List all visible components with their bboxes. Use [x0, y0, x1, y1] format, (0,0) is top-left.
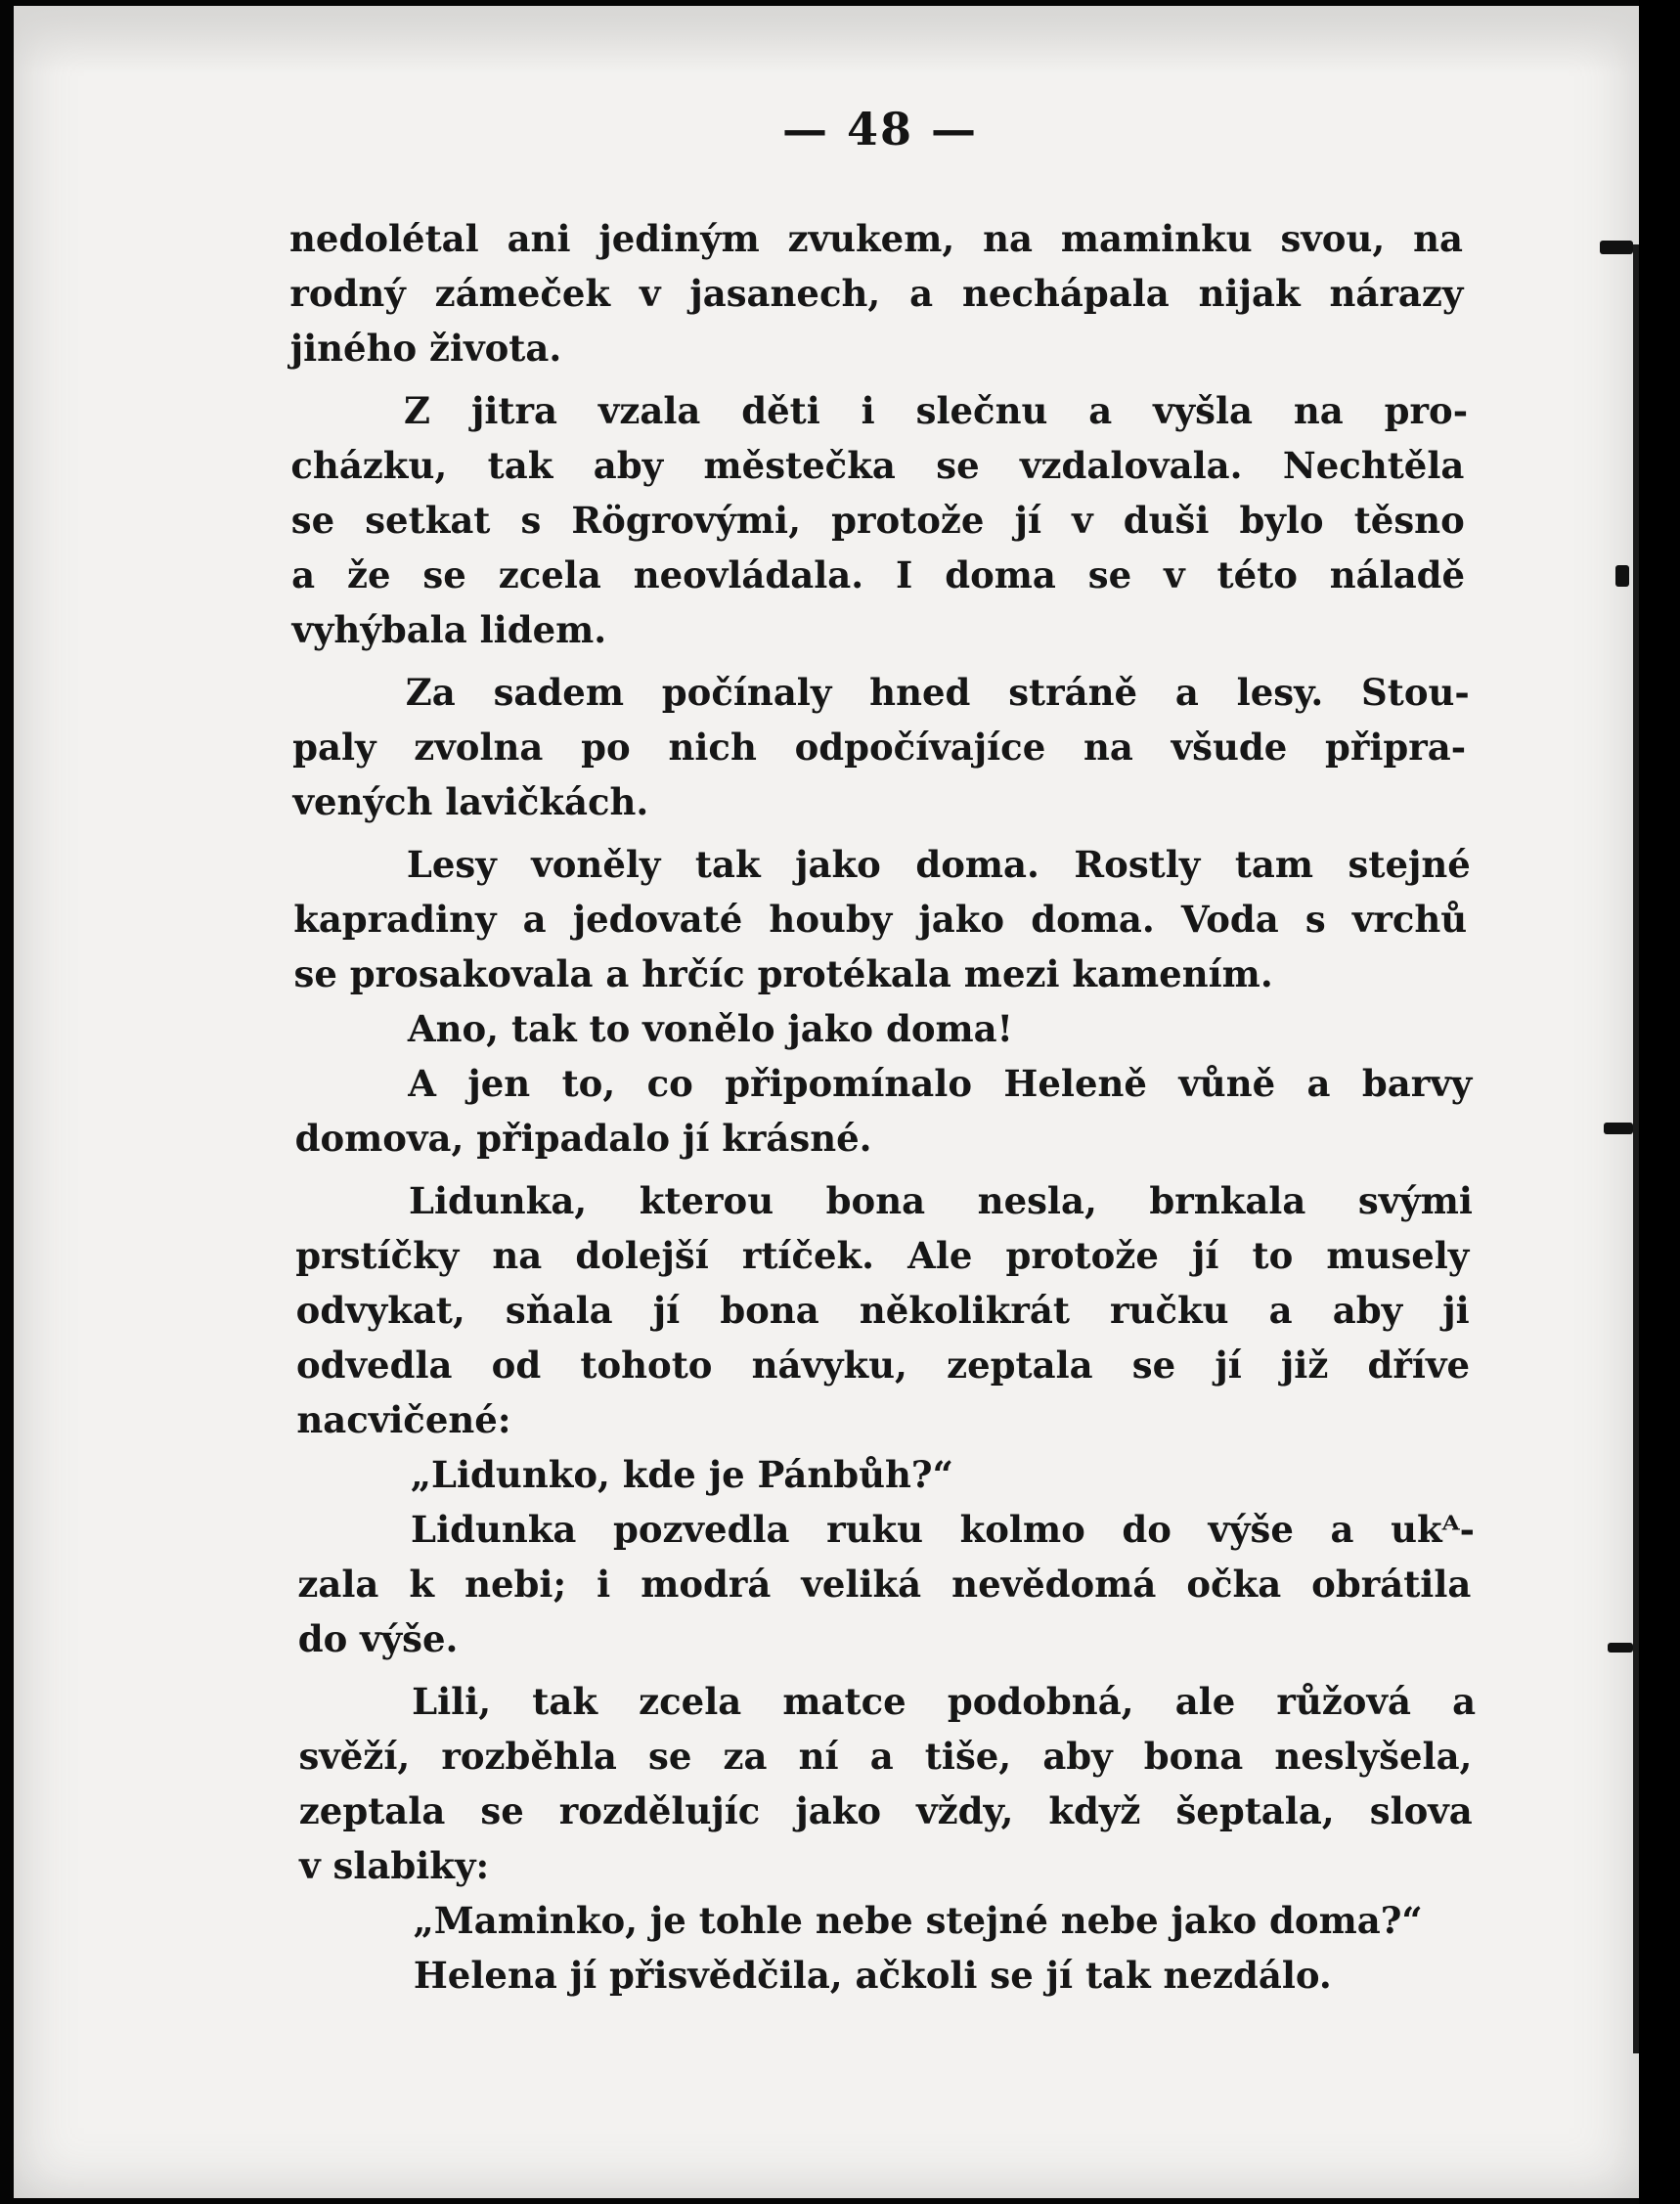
- text-line: „Lidunko, kde je Pánbůh?“: [410, 1453, 953, 1496]
- text-line: do výše.: [297, 1617, 459, 1660]
- text-line: paly zvolna po nich odpočívajíce na všude připra-: [292, 726, 1467, 769]
- text-line: vyhýbala lidem.: [291, 608, 607, 651]
- margin-mark: [1608, 1643, 1633, 1653]
- margin-mark: [1600, 241, 1633, 254]
- margin-mark: [1615, 565, 1629, 587]
- text-line: prstíčky na dolejší rtíček. Ale protože jí to musely: [295, 1234, 1470, 1277]
- text-line: „Maminko, je tohle nebe stejné nebe jako doma?“: [413, 1899, 1423, 1942]
- text-line: Lidunka, kterou bona nesla, brnkala svými: [408, 1179, 1473, 1222]
- text-line: a že se zcela neovládala. I doma se v této náladě: [291, 553, 1466, 596]
- text-line: A jen to, co připomínalo Heleně vůně a barvy: [408, 1062, 1473, 1105]
- text-line: Ano, tak to vonělo jako doma!: [407, 1007, 1013, 1050]
- text-line: Lidunka pozvedla ruku kolmo do výše a ukᴬ-: [411, 1508, 1476, 1551]
- text-line: Z jitra vzala děti i slečnu a vyšla na pro-: [404, 389, 1469, 432]
- text-line: nacvičené:: [296, 1398, 511, 1441]
- body-text: [289, 211, 1477, 2003]
- text-line: se prosakovala a hrčíc protékala mezi kamením.: [293, 952, 1273, 995]
- text-line: nedolétal ani jediným zvukem, na maminku svou, na: [289, 217, 1463, 260]
- text-line: Helena jí přisvědčila, ačkoli se jí tak nezdálo.: [413, 1954, 1332, 1997]
- text-line: v slabiky:: [299, 1844, 490, 1887]
- text-line: odvedla od tohoto návyku, zeptala se jí již dříve: [296, 1344, 1470, 1387]
- text-line: Lili, tak zcela matce podobná, ale růžová a: [412, 1680, 1477, 1723]
- text-line: domova, připadalo jí krásné.: [294, 1117, 872, 1160]
- text-line: Za sadem počínaly hned stráně a lesy. Stou-: [405, 671, 1470, 714]
- text-line: zeptala se rozdělujíc jako vždy, když šeptala, slova: [298, 1789, 1473, 1832]
- binding-edge: [1633, 244, 1639, 2053]
- text-line: odvykat, sňala jí bona několikrát ručku a aby ji: [295, 1289, 1470, 1332]
- text-line: se setkat s Rögrovými, protože jí v duši bylo těsno: [290, 499, 1465, 542]
- text-line: cházku, tak aby městečka se vzdalovala. Nechtěla: [290, 444, 1465, 487]
- page-number: — 48 —: [781, 103, 979, 155]
- page-shadow: [14, 6, 1639, 74]
- margin-mark: [1604, 1123, 1633, 1134]
- text-line: zala k nebi; i modrá veliká nevědomá očka obrátila: [297, 1563, 1472, 1606]
- text-line: svěží, rozběhla se za ní a tiše, aby bona neslyšela,: [298, 1735, 1473, 1778]
- page-edge: [1639, 0, 1680, 2204]
- text-line: kapradiny a jedovaté houby jako doma. Voda s vrchů: [293, 898, 1468, 941]
- text-line: jiného života.: [289, 327, 562, 370]
- text-line: rodný zámeček v jasanech, a nechápala nijak nárazy: [289, 272, 1464, 315]
- text-line: vených lavičkách.: [292, 780, 649, 823]
- text-line: Lesy voněly tak jako doma. Rostly tam stejné: [406, 843, 1471, 886]
